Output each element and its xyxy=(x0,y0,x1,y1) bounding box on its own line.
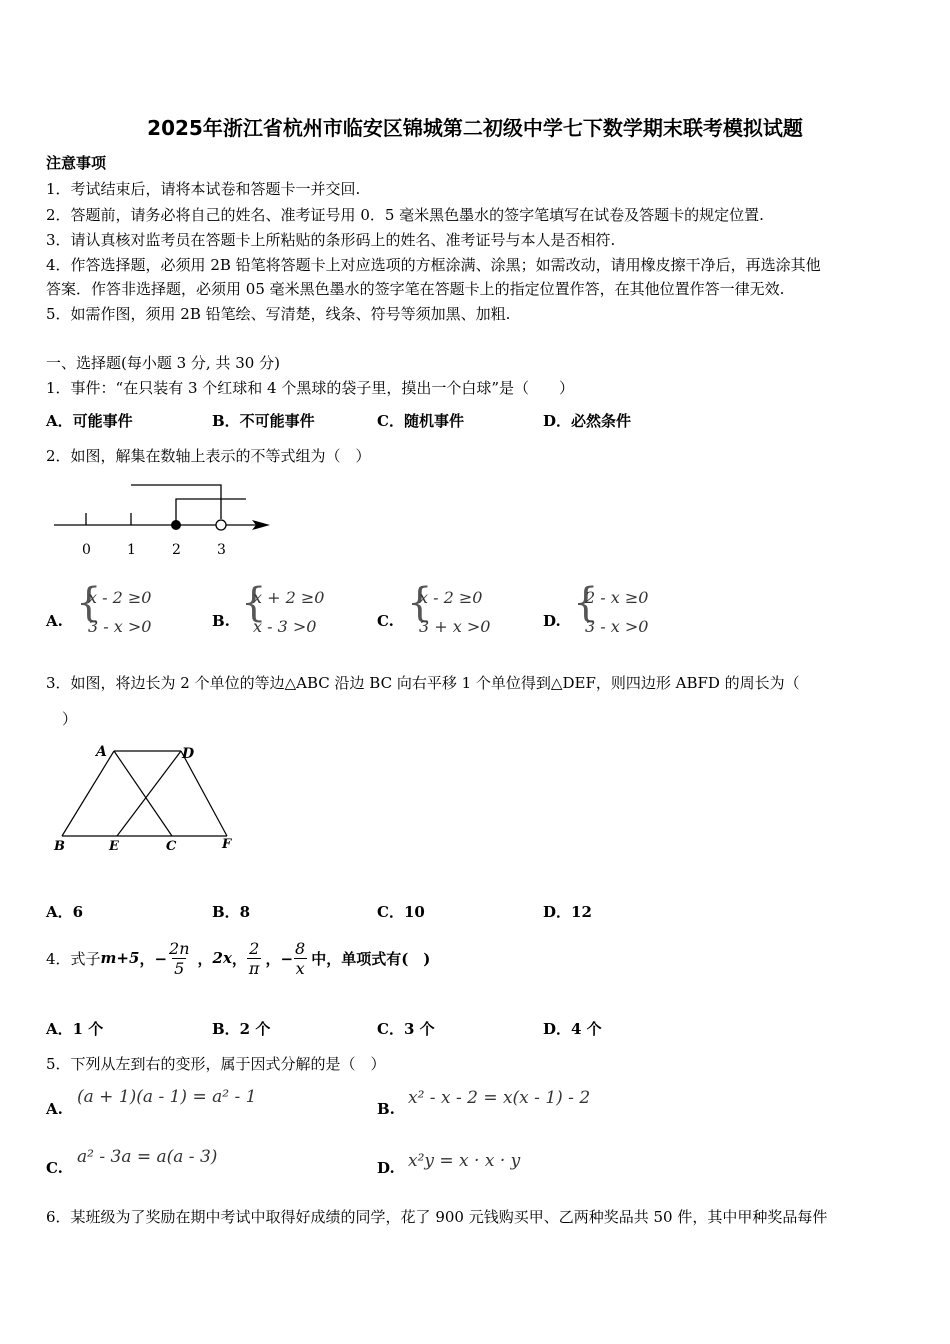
q4-expr-2x: 2x xyxy=(212,949,232,967)
label-F: F xyxy=(222,837,232,852)
segment-AB xyxy=(62,751,114,836)
q2-option-b-line2: x - 3 >0 xyxy=(253,617,317,636)
q4-sep: ，− xyxy=(265,949,294,968)
notice-item: 3．请认真核对监考员在答题卡上所粘贴的条形码上的姓名、准考证号与本人是否相符. xyxy=(46,231,616,249)
frac-numerator: 2n xyxy=(169,938,190,958)
parallelogram-figure xyxy=(46,740,246,858)
frac-numerator: 2 xyxy=(249,938,260,958)
q2-option-b-brace: { xyxy=(241,580,267,626)
q3-option-a: A．6 xyxy=(46,903,84,921)
q3-option-c: C．10 xyxy=(377,903,425,921)
label-C: C xyxy=(166,839,177,854)
q1-option-c: C．随机事件 xyxy=(377,412,464,430)
q5-option-d-label: D. xyxy=(377,1159,395,1177)
label-A: A xyxy=(96,744,107,760)
q3-option-d: D．12 xyxy=(543,903,592,921)
q3-option-b: B．8 xyxy=(212,903,251,921)
q4-prefix: 4．式子 xyxy=(46,949,101,968)
q5-option-d-expr: x²y = x · x · y xyxy=(408,1151,521,1171)
q1-option-a: A．可能事件 xyxy=(46,412,133,430)
question-3-text-cont: ） xyxy=(62,710,78,728)
closed-dot-at-2 xyxy=(171,520,181,530)
frac-denominator: 5 xyxy=(174,958,185,978)
question-2-text: 2．如图，解集在数轴上表示的不等式组为（ ） xyxy=(46,447,371,465)
q4-sep: ，− xyxy=(139,949,168,968)
q4-sep: ， xyxy=(231,949,247,968)
label-B: B xyxy=(54,839,65,854)
q2-option-c-label: C. xyxy=(377,612,394,630)
q2-option-c-brace: { xyxy=(407,580,433,626)
label-D: D xyxy=(182,746,195,762)
q4-suffix: 中，单项式有( ) xyxy=(311,949,431,968)
q5-option-b-label: B. xyxy=(377,1100,395,1118)
q4-expr-m5: m+5 xyxy=(100,949,140,967)
question-3-text: 3．如图，将边长为 2 个单位的等边△ABC 沿边 BC 向右平移 1 个单位得到△DEF，则四边形 ABFD 的周长为（ xyxy=(46,674,800,692)
q4-frac-2n-5 xyxy=(167,939,191,978)
q2-option-a-brace: { xyxy=(76,580,102,626)
q4-option-d: D．4 个 xyxy=(543,1020,602,1038)
segment-DF xyxy=(181,751,227,836)
q2-option-d-label: D. xyxy=(543,612,561,630)
segment-AC xyxy=(114,751,172,836)
notice-item: 答案．作答非选择题，必须用 05 毫米黑色墨水的签字笔在答题卡上的指定位置作答，在其他位置作答一律无效. xyxy=(46,280,785,298)
q2-option-d-brace: { xyxy=(573,580,599,626)
question-1-text: 1．事件：“在只装有 3 个红球和 4 个黑球的袋子里，摸出一个白球”是（ ） xyxy=(46,379,575,397)
tick-label-2: 2 xyxy=(172,542,181,558)
q5-option-c-label: C. xyxy=(46,1159,63,1177)
notice-heading: 注意事项 xyxy=(46,154,107,172)
frac-denominator: π xyxy=(248,958,260,978)
q2-option-b-line1: x + 2 ≥0 xyxy=(253,588,325,607)
q2-option-a-line2: 3 - x >0 xyxy=(88,617,152,636)
segment-DE xyxy=(117,751,181,836)
notice-item: 4．作答选择题，必须用 2B 铅笔将答题卡上对应选项的方框涂满、涂黑；如需改动，请用橡皮擦干净后，再选涂其他 xyxy=(46,256,821,274)
tick-label-1: 1 xyxy=(127,542,136,558)
q1-option-d: D．必然条件 xyxy=(543,412,632,430)
notice-item: 1．考试结束后，请将本试卷和答题卡一并交回. xyxy=(46,180,361,198)
section-heading: 一、选择题(每小题 3 分, 共 30 分) xyxy=(46,354,280,372)
q4-frac-8-x xyxy=(293,939,307,978)
notice-item: 5．如需作图，须用 2B 铅笔绘、写清楚，线条、符号等须加黑、加粗. xyxy=(46,305,511,323)
number-line-figure xyxy=(40,478,280,563)
q4-option-c: C．3 个 xyxy=(377,1020,435,1038)
q2-option-b-label: B. xyxy=(212,612,230,630)
notice-item: 2．答题前，请务必将自己的姓名、准考证号用 0．5 毫米黑色墨水的签字笔填写在试卷及答题卡的规定位置. xyxy=(46,206,764,224)
q4-option-a: A．1 个 xyxy=(46,1020,104,1038)
q2-option-d-line1: 2 - x ≥0 xyxy=(585,588,649,607)
q4-frac-2-pi xyxy=(247,939,262,978)
label-E: E xyxy=(109,839,119,854)
q2-option-d-line2: 3 - x >0 xyxy=(585,617,649,636)
question-5-text: 5．下列从左到右的变形，属于因式分解的是（ ） xyxy=(46,1055,386,1073)
solution-bracket-ge-2 xyxy=(176,499,246,525)
q5-option-c-expr: a² - 3a = a(a - 3) xyxy=(77,1147,218,1167)
tick-label-0: 0 xyxy=(82,542,91,558)
q4-option-b: B．2 个 xyxy=(212,1020,271,1038)
tick-label-3: 3 xyxy=(217,542,226,558)
frac-numerator: 8 xyxy=(295,938,306,958)
q5-option-a-label: A. xyxy=(46,1100,63,1118)
page-title: 2025年浙江省杭州市临安区锦城第二初级中学七下数学期末联考模拟试题 xyxy=(147,116,803,140)
question-4-line xyxy=(46,933,430,983)
open-dot-at-3 xyxy=(216,520,226,530)
q2-option-c-line2: 3 + x >0 xyxy=(419,617,491,636)
q5-option-b-expr: x² - x - 2 = x(x - 1) - 2 xyxy=(408,1088,591,1108)
q4-sep: ， xyxy=(197,949,213,968)
q1-option-b: B．不可能事件 xyxy=(212,412,315,430)
question-6-text: 6．某班级为了奖励在期中考试中取得好成绩的同学，花了 900 元钱购买甲、乙两种奖品共 50 件，其中甲种奖品每件 xyxy=(46,1208,828,1226)
q2-option-c-line1: x - 2 ≥0 xyxy=(419,588,483,607)
frac-denominator: x xyxy=(295,958,305,978)
q5-option-a-expr: (a + 1)(a - 1) = a² - 1 xyxy=(77,1087,257,1107)
q2-option-a-line1: x - 2 ≥0 xyxy=(88,588,152,607)
q2-option-a-label: A. xyxy=(46,612,63,630)
